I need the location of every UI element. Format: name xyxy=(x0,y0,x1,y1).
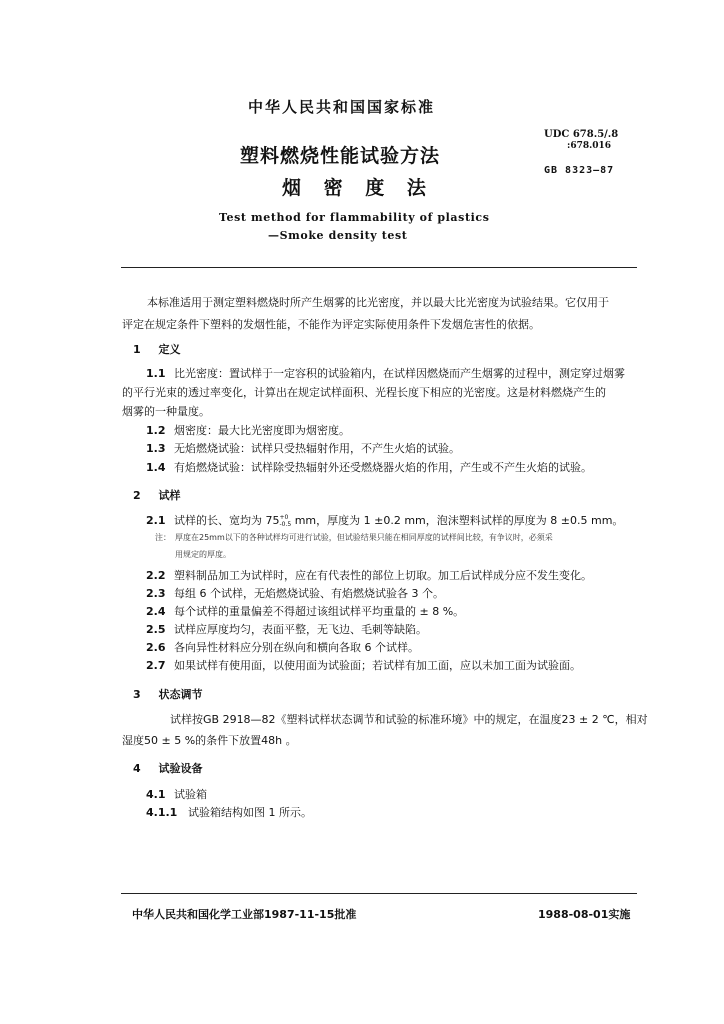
approval-text: 中华人民共和国化学工业部1987-11-15批准 xyxy=(132,908,357,921)
section-1-title: 定义 xyxy=(158,343,181,356)
item-1-1 xyxy=(146,365,625,381)
item-2-4-number: 2.4 xyxy=(146,605,166,618)
item-2-3-text: 每组 6 个试样，无焰燃烧试验、有焰燃烧试验各 3 个。 xyxy=(174,587,444,600)
item-4-1-text: 试验箱 xyxy=(174,788,207,801)
item-1-2-number: 1.2 xyxy=(146,424,166,437)
item-2-5 xyxy=(146,621,427,637)
item-2-7-number: 2.7 xyxy=(146,659,166,672)
item-1-1-line2: 的平行光束的透过率变化，计算出在规定试样面积、光程长度下相应的光密度。这是材料燃烧产生的 xyxy=(122,386,606,399)
title-en-line2: —Smoke density test xyxy=(268,229,408,242)
item-1-1-text: 比光密度：置试样于一定容积的试验箱内，在试样因燃烧而产生烟雾的过程中，测定穿过烟雾 xyxy=(174,367,625,380)
note-line2: 用规定的厚度。 xyxy=(175,550,231,559)
item-1-4 xyxy=(146,459,592,475)
note-label: 注： xyxy=(155,533,171,542)
item-4-1-1 xyxy=(146,804,312,820)
item-2-5-text: 试样应厚度均匀，表面平整，无飞边、毛刺等缺陷。 xyxy=(174,623,427,636)
item-2-2-number: 2.2 xyxy=(146,569,166,582)
header-divider xyxy=(121,267,637,268)
section-2-title: 试样 xyxy=(158,489,181,502)
section-3-title: 状态调节 xyxy=(158,688,203,701)
item-2-6-text: 各向异性材料应分别在纵向和横向各取 6 个试样。 xyxy=(174,641,419,654)
standard-org: 中华人民共和国国家标准 xyxy=(248,98,436,116)
section-3-number: 3 xyxy=(133,688,141,701)
item-1-4-number: 1.4 xyxy=(146,461,166,474)
section-4-heading xyxy=(133,760,203,776)
section-3-line1: 试样按GB 2918—82《塑料试样状态调节和试验的标准环境》中的规定，在温度23 ± 2 ℃，相对 xyxy=(170,713,648,726)
title-cn-line2: 烟 密 度 法 xyxy=(282,177,434,199)
item-2-4-text: 每个试样的重量偏差不得超过该组试样平均重量的 ± 8 %。 xyxy=(174,605,465,618)
title-cn-line1: 塑料燃烧性能试验方法 xyxy=(240,145,441,167)
gb-code: GB 8323—87 xyxy=(544,165,615,176)
item-1-3-number: 1.3 xyxy=(146,442,166,455)
item-2-1-note xyxy=(155,532,553,543)
section-1-heading xyxy=(133,341,181,357)
item-2-6-number: 2.6 xyxy=(146,641,166,654)
item-2-4 xyxy=(146,603,464,619)
item-2-1-text-pre: 试样的长、宽均为 75 xyxy=(174,514,280,527)
item-2-1 xyxy=(146,512,623,528)
item-2-1-number: 2.1 xyxy=(146,514,166,527)
item-1-1-number: 1.1 xyxy=(146,367,166,380)
item-2-6 xyxy=(146,639,419,655)
section-3-line2: 湿度50 ± 5 %的条件下放置48h 。 xyxy=(122,734,297,747)
udc-code-line1: UDC 678.5/.8 xyxy=(544,129,619,140)
section-1-number: 1 xyxy=(133,343,141,356)
section-2-heading xyxy=(133,487,181,503)
section-4-title: 试验设备 xyxy=(158,762,203,775)
item-2-5-number: 2.5 xyxy=(146,623,166,636)
udc-code-line2: :678.016 xyxy=(567,141,612,151)
intro-line2: 评定在规定条件下塑料的发烟性能，不能作为评定实际使用条件下发烟危害性的依据。 xyxy=(122,318,540,331)
title-en-line1: Test method for flammability of plastics xyxy=(219,211,490,224)
item-2-3-number: 2.3 xyxy=(146,587,166,600)
note-line1: 厚度在25mm以下的各种试样均可进行试验，但试验结果只能在相同厚度的试样间比较，有争议时，必须采 xyxy=(175,533,553,542)
item-2-1-tolerance-lower: -0.5 xyxy=(279,521,292,528)
item-4-1-number: 4.1 xyxy=(146,788,166,801)
item-2-7-text: 如果试样有使用面，以使用面为试验面；若试样有加工面，应以未加工面为试验面。 xyxy=(174,659,581,672)
item-2-2 xyxy=(146,567,592,583)
footer-divider xyxy=(121,893,637,894)
item-1-2-text: 烟密度：最大比光密度即为烟密度。 xyxy=(174,424,350,437)
item-1-1-line3: 烟雾的一种量度。 xyxy=(122,405,210,418)
item-4-1-1-number: 4.1.1 xyxy=(146,806,178,819)
section-3-heading xyxy=(133,686,203,702)
item-1-3 xyxy=(146,440,460,456)
item-2-1-tolerance-upper: +0 xyxy=(279,514,289,521)
item-4-1 xyxy=(146,786,207,802)
implementation-date: 1988-08-01实施 xyxy=(538,908,631,921)
intro-line1: 本标准适用于测定塑料燃烧时所产生烟雾的比光密度，并以最大比光密度为试验结果。它仅用于 xyxy=(147,296,609,309)
item-2-2-text: 塑料制品加工为试样时，应在有代表性的部位上切取。加工后试样成分应不发生变化。 xyxy=(174,569,592,582)
item-1-2 xyxy=(146,422,350,438)
item-2-7 xyxy=(146,657,581,673)
item-1-4-text: 有焰燃烧试验：试样除受热辐射外还受燃烧器火焰的作用，产生或不产生火焰的试验。 xyxy=(174,461,592,474)
section-2-number: 2 xyxy=(133,489,141,502)
section-4-number: 4 xyxy=(133,762,141,775)
item-2-1-text-post: mm，厚度为 1 ±0.2 mm，泡沫塑料试样的厚度为 8 ±0.5 mm。 xyxy=(291,514,624,527)
item-4-1-1-text: 试验箱结构如图 1 所示。 xyxy=(188,806,312,819)
item-1-3-text: 无焰燃烧试验：试样只受热辐射作用，不产生火焰的试验。 xyxy=(174,442,460,455)
item-2-3 xyxy=(146,585,444,601)
